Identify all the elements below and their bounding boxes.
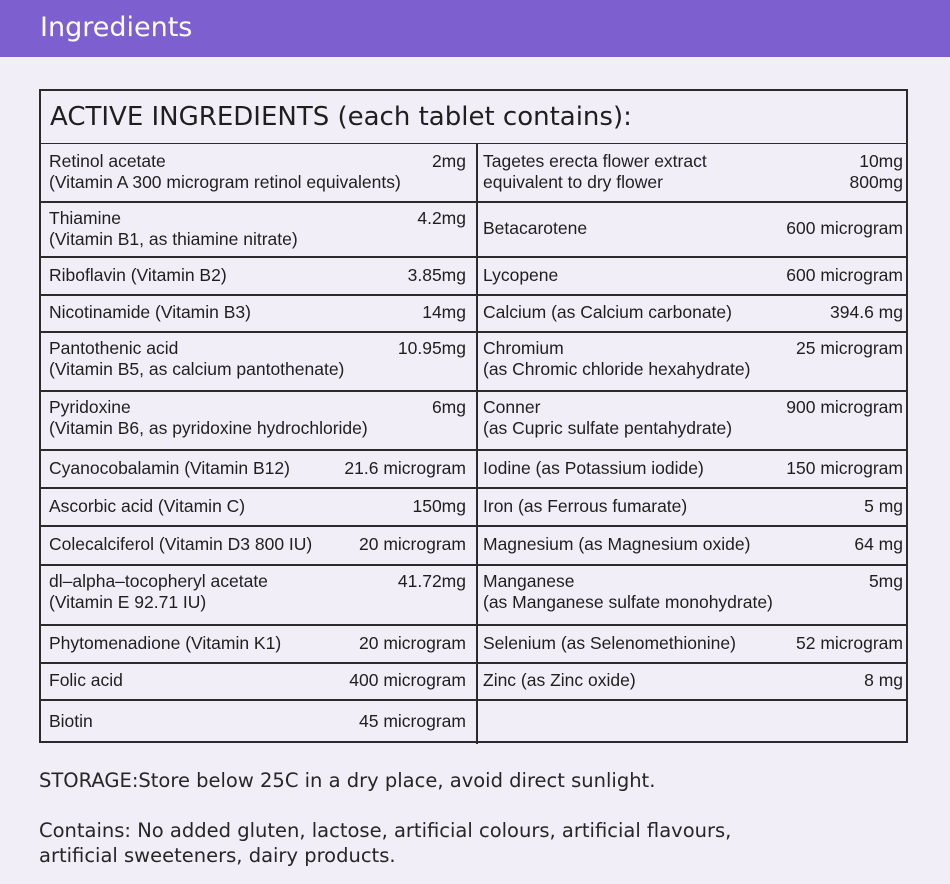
- ingredients-table: [39, 89, 908, 743]
- ingredient-name: Riboflavin (Vitamin B2): [49, 264, 227, 285]
- ingredient-cell-right: [483, 564, 903, 624]
- ingredient-name: Folic acid: [49, 670, 123, 690]
- ingredient-amount: 150mg: [412, 495, 466, 516]
- ingredient-amount: 400 microgram: [349, 670, 466, 690]
- ingredient-amount: 150 microgram: [786, 457, 903, 478]
- ingredient-name: Phytomenadione (Vitamin K1): [49, 632, 282, 653]
- ingredient-cell-right: [483, 487, 903, 525]
- ingredient-amount: 52 microgram: [796, 632, 903, 653]
- ingredient-cell-left: [49, 201, 466, 256]
- ingredient-amount: 25 microgram: [796, 338, 903, 358]
- ingredient-name: Iodine (as Potassium iodide): [483, 457, 704, 478]
- ingredient-name: Iron (as Ferrous fumarate): [483, 495, 688, 516]
- ingredient-name: Pantothenic acid: [49, 338, 179, 358]
- ingredient-name: Betacarotene: [483, 218, 588, 238]
- ingredient-name: Retinol acetate: [49, 151, 166, 171]
- ingredient-cell-right: [483, 331, 903, 390]
- ingredient-note: (Vitamin B5, as calcium pantothenate): [49, 359, 345, 379]
- ingredient-amount: 4.2mg: [417, 208, 466, 228]
- ingredient-amount: 8 mg: [864, 670, 903, 690]
- ingredient-name: Calcium (as Calcium carbonate): [483, 302, 732, 322]
- header-bar: [0, 0, 950, 57]
- ingredient-cell-right: [483, 144, 903, 201]
- ingredient-note: (Vitamin A 300 microgram retinol equivalents): [49, 172, 401, 192]
- ingredient-cell-right: [483, 294, 903, 331]
- ingredient-name: Lycopene: [483, 264, 559, 285]
- ingredient-amount: 6mg: [431, 397, 466, 417]
- ingredient-cell-left: [49, 390, 466, 449]
- page-title: Ingredients: [40, 12, 193, 43]
- ingredient-amount: 600 microgram: [786, 264, 903, 285]
- ingredient-note: (Vitamin E 92.71 IU): [49, 592, 207, 612]
- ingredient-amount: 5 mg: [864, 495, 903, 516]
- ingredient-cell-left: [49, 624, 466, 662]
- ingredient-name: Ascorbic acid (Vitamin C): [49, 495, 246, 516]
- ingredient-note: (as Chromic chloride hexahydrate): [483, 359, 751, 379]
- ingredient-name: Nicotinamide (Vitamin B3): [49, 302, 251, 322]
- ingredient-amount: 10mg: [859, 151, 903, 171]
- ingredient-cell-right: [483, 525, 903, 564]
- ingredient-cell-right: [483, 624, 903, 662]
- ingredient-cell-right: [483, 256, 903, 294]
- ingredient-cell-left: [49, 294, 466, 331]
- ingredient-cell-right: [483, 449, 903, 487]
- ingredient-note: (Vitamin B6, as pyridoxine hydrochloride): [49, 418, 368, 438]
- ingredient-amount: 64 mg: [854, 534, 903, 554]
- ingredient-cell-left: [49, 144, 466, 201]
- ingredient-amount: 20 microgram: [359, 534, 466, 554]
- ingredient-amount: 45 microgram: [359, 710, 466, 731]
- ingredient-cell-left: [49, 256, 466, 294]
- ingredient-amount: 2mg: [431, 151, 466, 171]
- ingredient-amount: 20 microgram: [359, 632, 466, 653]
- ingredient-cell-left: [49, 662, 466, 699]
- contains-line-2: artificial sweeteners, dairy products.: [39, 844, 396, 867]
- ingredient-amount: 41.72mg: [397, 571, 466, 591]
- ingredient-name: Conner: [483, 397, 541, 417]
- ingredient-cell-left: [49, 564, 466, 624]
- ingredient-cell-right: [483, 699, 903, 743]
- ingredient-amount: 394.6 mg: [830, 302, 903, 322]
- ingredient-name: Biotin: [49, 710, 93, 731]
- ingredient-note: (as Manganese sulfate monohydrate): [483, 592, 773, 612]
- storage-text: STORAGE:Store below 25C in a dry place, avoid direct sunlight.: [39, 769, 656, 792]
- ingredient-note: equivalent to dry flower: [483, 172, 663, 192]
- ingredient-name: Thiamine: [49, 208, 121, 228]
- ingredient-cell-left: [49, 699, 466, 743]
- ingredient-name: Chromium: [483, 338, 564, 358]
- ingredient-amount: 10.95mg: [397, 338, 466, 358]
- ingredient-note: (Vitamin B1, as thiamine nitrate): [49, 229, 298, 249]
- ingredient-cell-right: [483, 201, 903, 256]
- ingredient-name: Tagetes erecta flower extract: [483, 151, 707, 171]
- ingredient-amount: 14mg: [422, 302, 466, 322]
- ingredient-name: Manganese: [483, 571, 575, 591]
- ingredient-name: Magnesium (as Magnesium oxide): [483, 534, 751, 554]
- contains-line-1: Contains: No added gluten, lactose, artificial colours, artificial flavours,: [39, 819, 732, 842]
- ingredient-amount: 21.6 microgram: [344, 457, 466, 478]
- table-title: ACTIVE INGREDIENTS (each tablet contains):: [41, 91, 906, 144]
- ingredient-amount: 600 microgram: [786, 218, 903, 238]
- ingredient-note: (as Cupric sulfate pentahydrate): [483, 418, 733, 438]
- ingredient-name: Cyanocobalamin (Vitamin B12): [49, 457, 290, 478]
- ingredient-name: Pyridoxine: [49, 397, 131, 417]
- ingredient-cell-right: [483, 662, 903, 699]
- ingredient-cell-right: [483, 390, 903, 449]
- ingredient-amount: 900 microgram: [786, 397, 903, 417]
- ingredient-amount: 3.85mg: [407, 264, 466, 285]
- ingredient-name: Zinc (as Zinc oxide): [483, 670, 636, 690]
- ingredient-name: Colecalciferol (Vitamin D3 800 IU): [49, 534, 313, 554]
- ingredient-cell-left: [49, 449, 466, 487]
- ingredient-cell-left: [49, 525, 466, 564]
- ingredient-cell-left: [49, 487, 466, 525]
- column-divider: [476, 144, 478, 744]
- ingredient-cell-left: [49, 331, 466, 390]
- ingredient-note-amount: 800mg: [849, 172, 903, 192]
- ingredient-name: dl–alpha–tocopheryl acetate: [49, 571, 268, 591]
- ingredient-amount: 5mg: [868, 571, 903, 591]
- ingredient-name: Selenium (as Selenomethionine): [483, 632, 736, 653]
